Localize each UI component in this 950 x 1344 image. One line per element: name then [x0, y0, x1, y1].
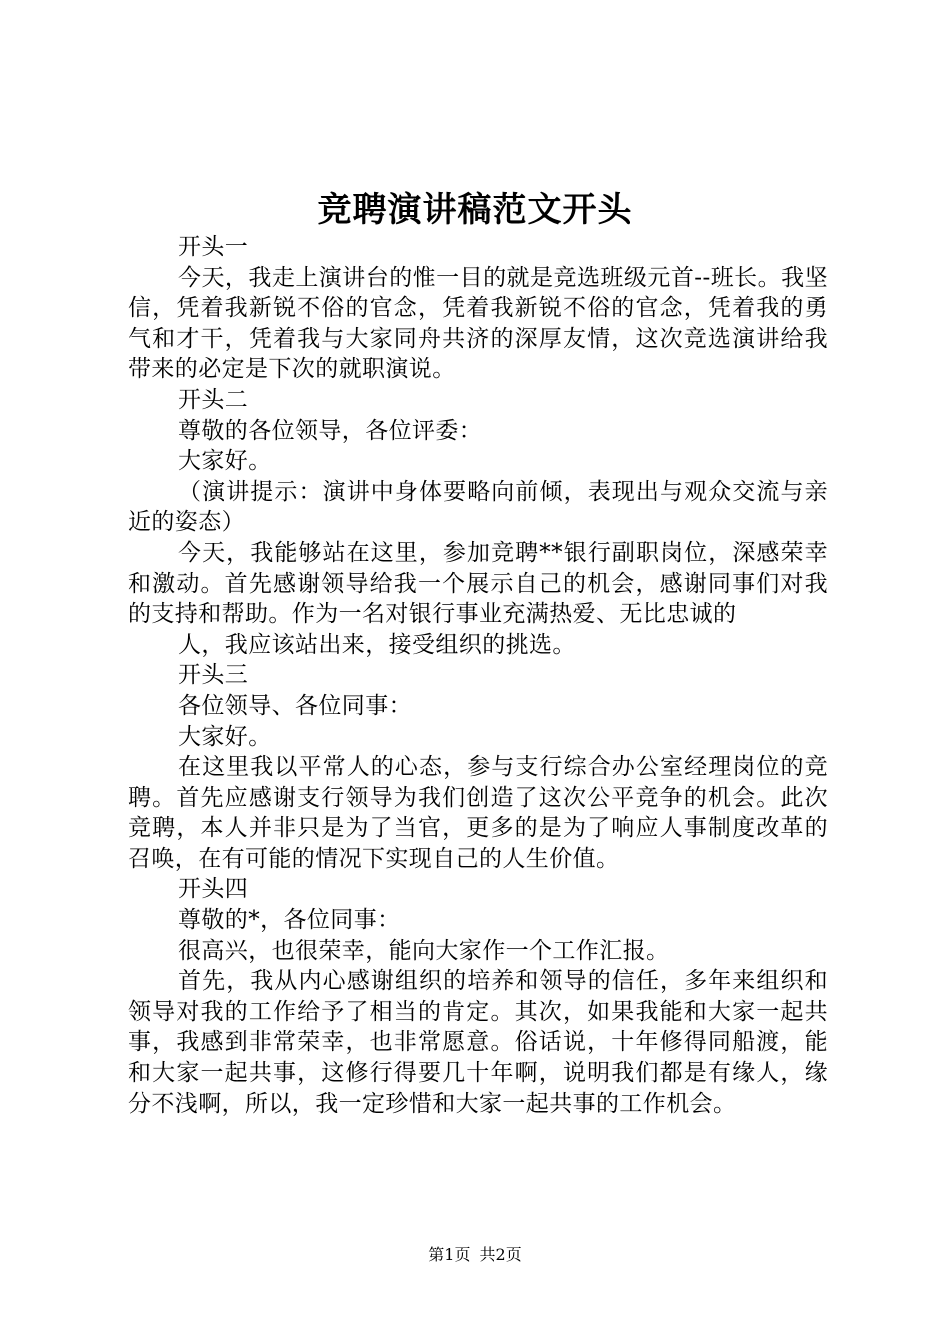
speech-tip: （演讲提示：演讲中身体要略向前倾，表现出与观众交流与亲近的姿态）	[128, 478, 828, 536]
page-total: 共2页	[479, 1245, 522, 1264]
body-paragraph: 今天，我能够站在这里，参加竞聘**银行副职岗位，深感荣幸和激动。首先感谢领导给我一个展示自己的机会，感谢同事们对我的支持和帮助。作为一名对银行事业充满热爱、无比忠诚的	[128, 539, 828, 628]
salutation: 尊敬的*，各位同事：	[178, 907, 401, 934]
body-paragraph: 很高兴，也很荣幸，能向大家作一个工作汇报。	[178, 937, 670, 964]
page-number: 第1页	[428, 1245, 471, 1264]
document-title: 竞聘演讲稿范文开头	[317, 190, 633, 230]
body-paragraph: 在这里我以平常人的心态，参与支行综合办公室经理岗位的竞聘。首先应感谢支行领导为我们创造了这次公平竞争的机会。此次竞聘，本人并非只是为了当官，更多的是为了响应人事制度改革的召唤，在有可能的情况下实现自己的人生价值。	[128, 754, 828, 872]
body-paragraph: 首先，我从内心感谢组织的培养和领导的信任，多年来组织和领导对我的工作给予了相当的肯定。其次，如果我能和大家一起共事，我感到非常荣幸，也非常愿意。俗话说，十年修得同船渡，能和大家一起共事，这修行得要几十年啊，说明我们都是有缘人，缘分不浅啊，所以，我一定珍惜和大家一起共事的工作机会。	[128, 968, 828, 1117]
section-heading: 开头二	[178, 386, 249, 413]
salutation: 各位领导、各位同事：	[178, 692, 412, 719]
section-heading: 开头一	[178, 234, 249, 260]
greeting: 大家好。	[178, 448, 272, 475]
greeting: 大家好。	[178, 723, 272, 750]
document-body	[128, 232, 828, 1119]
section-heading: 开头四	[178, 876, 249, 903]
page-footer	[0, 1244, 950, 1266]
section-heading: 开头三	[178, 662, 249, 689]
body-paragraph: 人，我应该站出来，接受组织的挑选。	[178, 631, 576, 658]
body-paragraph: 今天，我走上演讲台的惟一目的就是竞选班级元首--班长。我坚信，凭着我新锐不俗的官念，凭着我新锐不俗的官念，凭着我的勇气和才干，凭着我与大家同舟共济的深厚友情，这次竞选演讲给我带来的必定是下次的就职演说。	[128, 264, 828, 383]
salutation: 尊敬的各位领导，各位评委：	[178, 417, 483, 444]
